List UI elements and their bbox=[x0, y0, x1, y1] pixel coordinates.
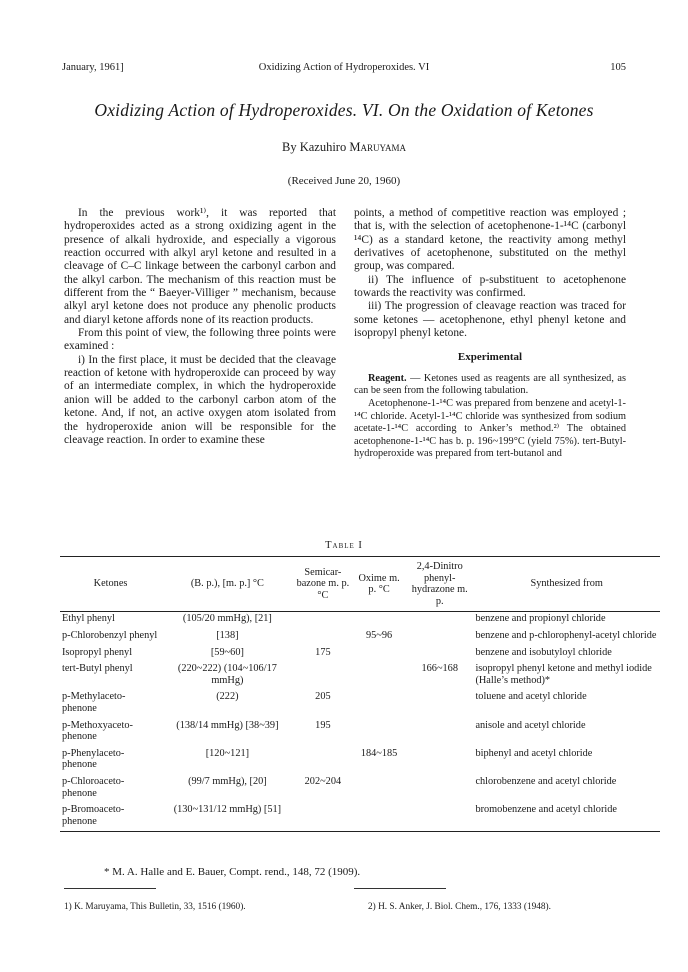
table-cell: (99/7 mmHg), [20] bbox=[188, 775, 267, 787]
paragraph: ii) The influence of p-substituent to acetophenone towards the reactivity was confirmed. bbox=[354, 273, 626, 300]
paragraph: points, a method of competitive reaction was employed ; that is, with the selection of acetophenone-1-¹⁴C (carbonyl ¹⁴C) as a standard ketone, the reactivity among methyl derivatives of acetophenone, substituted on the methyl group, was compared. bbox=[354, 207, 626, 273]
table-cell bbox=[406, 690, 473, 718]
section-heading: Experimental bbox=[457, 351, 523, 364]
table-cell bbox=[352, 719, 406, 747]
column-header: Synthesized from bbox=[530, 578, 603, 590]
table-cell bbox=[294, 662, 352, 690]
table-cell bbox=[406, 612, 473, 629]
table-cell: 195 bbox=[315, 719, 331, 731]
footnote-divider bbox=[354, 888, 446, 889]
table-cell: [59~60] bbox=[210, 646, 244, 658]
table-cell: (105/20 mmHg), [21] bbox=[182, 613, 272, 625]
table-title: Table I bbox=[325, 540, 363, 551]
table-row bbox=[60, 803, 660, 832]
table-cell: chlorobenzene and acetyl chloride bbox=[475, 775, 617, 787]
table-cell: p-Bromoaceto-phenone bbox=[62, 804, 125, 827]
table-cell: [120~121] bbox=[205, 747, 250, 759]
table-row bbox=[60, 629, 660, 646]
author-surname: Maruyama bbox=[349, 140, 406, 154]
received-date: (Received June 20, 1960) bbox=[287, 175, 401, 187]
paragraph: In the previous work¹⁾, it was reported that hydroperoxides acted as a strong oxidizing agent in the presence of alkali hydroxide, and especially a vigorous reaction occurred with alkyl aryl ketone and resulted in a cleavage of C–C linkage between the carbonyl carbon and the alkyl carbon. The mechanism of this reaction must be different from the “ Baeyer-Villiger ” mechanism, because alkyl aryl ketone does not produce any phenolic products and diaryl ketone affords none of its reaction products. bbox=[64, 207, 336, 326]
table-cell: benzene and propionyl chloride bbox=[475, 613, 606, 625]
table-cell: (130~131/12 mmHg) [51] bbox=[173, 804, 282, 816]
table-row bbox=[60, 690, 660, 718]
column-header: Ketones bbox=[93, 578, 128, 590]
table-row bbox=[60, 662, 660, 690]
table-cell: 95~96 bbox=[365, 629, 393, 641]
running-title: Oxidizing Action of Hydroperoxides. VI bbox=[258, 62, 430, 73]
table-cell: tert-Butyl phenyl bbox=[62, 663, 133, 675]
table-cell bbox=[352, 662, 406, 690]
table-cell: 205 bbox=[315, 691, 331, 703]
table-row bbox=[60, 775, 660, 803]
column-header: 2,4-Dinitro phenyl-hydrazone m. p. bbox=[411, 561, 468, 607]
footnote-divider bbox=[64, 888, 156, 889]
table-cell bbox=[294, 803, 352, 832]
table-cell: (222) bbox=[216, 691, 239, 703]
table-cell bbox=[352, 646, 406, 663]
table-cell bbox=[352, 612, 406, 629]
table-cell: toluene and acetyl chloride bbox=[475, 691, 587, 703]
header-date: January, 1961] bbox=[62, 62, 124, 73]
paragraph: iii) The progression of cleavage reaction was traced for some ketones — acetophenone, ethyl phenyl ketone and isopropyl phenyl ketone. bbox=[354, 300, 626, 340]
table-cell: benzene and p-chlorophenyl-acetyl chloride bbox=[475, 629, 657, 641]
table-cell: Ethyl phenyl bbox=[62, 613, 115, 625]
table-cell: p-Chloroaceto-phenone bbox=[62, 775, 125, 799]
table-cell: p-Methylaceto-phenone bbox=[62, 691, 126, 714]
table-cell bbox=[294, 612, 352, 629]
table-row bbox=[60, 612, 660, 629]
table-cell: 184~185 bbox=[360, 747, 398, 759]
table-cell: benzene and isobutyloyl chloride bbox=[475, 646, 612, 658]
table-row bbox=[60, 646, 660, 663]
table-cell: Isopropyl phenyl bbox=[62, 646, 133, 658]
table-cell: p-Chlorobenzyl phenyl bbox=[62, 629, 158, 641]
table-cell: (220~222) (104~106/17 mmHg) bbox=[177, 663, 277, 686]
table-cell: p-Phenylaceto-phenone bbox=[62, 747, 125, 771]
table-cell bbox=[406, 629, 473, 646]
data-table bbox=[60, 556, 660, 832]
table-cell: 175 bbox=[315, 646, 331, 658]
table-cell: isopropyl phenyl ketone and methyl iodide (Halle’s method)* bbox=[475, 663, 652, 686]
column-header: Oxime m. p. °C bbox=[358, 572, 400, 596]
right-column bbox=[354, 207, 626, 461]
table-cell bbox=[294, 629, 352, 646]
table-cell: biphenyl and acetyl chloride bbox=[475, 747, 593, 759]
table-cell: 166~168 bbox=[421, 663, 458, 675]
byline-prefix: By Kazuhiro bbox=[282, 140, 347, 154]
table-cell: bromobenzene and acetyl chloride bbox=[475, 804, 617, 816]
table-header-row bbox=[60, 557, 660, 612]
table-cell bbox=[406, 775, 473, 803]
footnote: 1) K. Maruyama, This Bulletin, 33, 1516 (1960). bbox=[64, 902, 246, 912]
table-footnote: * M. A. Halle and E. Bauer, Compt. rend., 148, 72 (1909). bbox=[104, 866, 361, 878]
reagent-label: Reagent. bbox=[368, 372, 407, 384]
article-title: Oxidizing Action of Hydroperoxides. VI. On the Oxidation of Ketones bbox=[94, 100, 594, 120]
table-cell bbox=[294, 747, 352, 775]
table-row bbox=[60, 747, 660, 775]
table-cell bbox=[352, 690, 406, 718]
table-cell: [138] bbox=[216, 629, 239, 641]
footnote: 2) H. S. Anker, J. Biol. Chem., 176, 1333 (1948). bbox=[368, 902, 551, 912]
table-cell: 202~204 bbox=[304, 775, 342, 787]
table-cell: p-Methoxyaceto-phenone bbox=[62, 719, 133, 743]
left-column bbox=[64, 207, 336, 447]
table-cell bbox=[406, 803, 473, 832]
table-cell: (138/14 mmHg) [38~39] bbox=[176, 719, 279, 731]
table-cell bbox=[406, 719, 473, 747]
page-number: 105 bbox=[610, 62, 626, 73]
table-cell bbox=[352, 775, 406, 803]
table-cell bbox=[406, 646, 473, 663]
reagent-text: — Ketones used as reagents are all synthesized, as can be seen from the following tabulation. bbox=[354, 372, 626, 397]
table-cell bbox=[352, 803, 406, 832]
table-row bbox=[60, 719, 660, 747]
paragraph: From this point of view, the following three points were examined : bbox=[64, 327, 336, 353]
column-header: (B. p.), [m. p.] °C bbox=[190, 578, 264, 590]
table-cell: anisole and acetyl chloride bbox=[475, 719, 586, 731]
paragraph: Acetophenone-1-¹⁴C was prepared from benzene and acetyl-1-¹⁴C chloride. Acetyl-1-¹⁴C chloride was synthesized from sodium acetate-1-¹⁴C according to Anker’s method.²⁾ The obtained acetophenone-1-¹⁴C has b. p. 196~199°C (yield 75%). tert-Butyl-hydroperoxide was prepared from tert-butanol and bbox=[354, 397, 626, 460]
paragraph bbox=[354, 373, 626, 398]
paragraph: i) In the first place, it must be decided that the cleavage reaction of ketone with hydroperoxide can proceed by way of an intermediate complex, in which the hydroperoxide anion will be added to the carbonyl carbon atom of the ketone. And, if not, an active oxygen atom isolated from the hydroperoxide anion will be responsible for the cleavage reaction. In order to examine these bbox=[64, 353, 336, 446]
byline bbox=[0, 140, 688, 155]
table-cell bbox=[406, 747, 473, 775]
column-header: Semicar-bazone m. p. °C bbox=[296, 566, 350, 601]
